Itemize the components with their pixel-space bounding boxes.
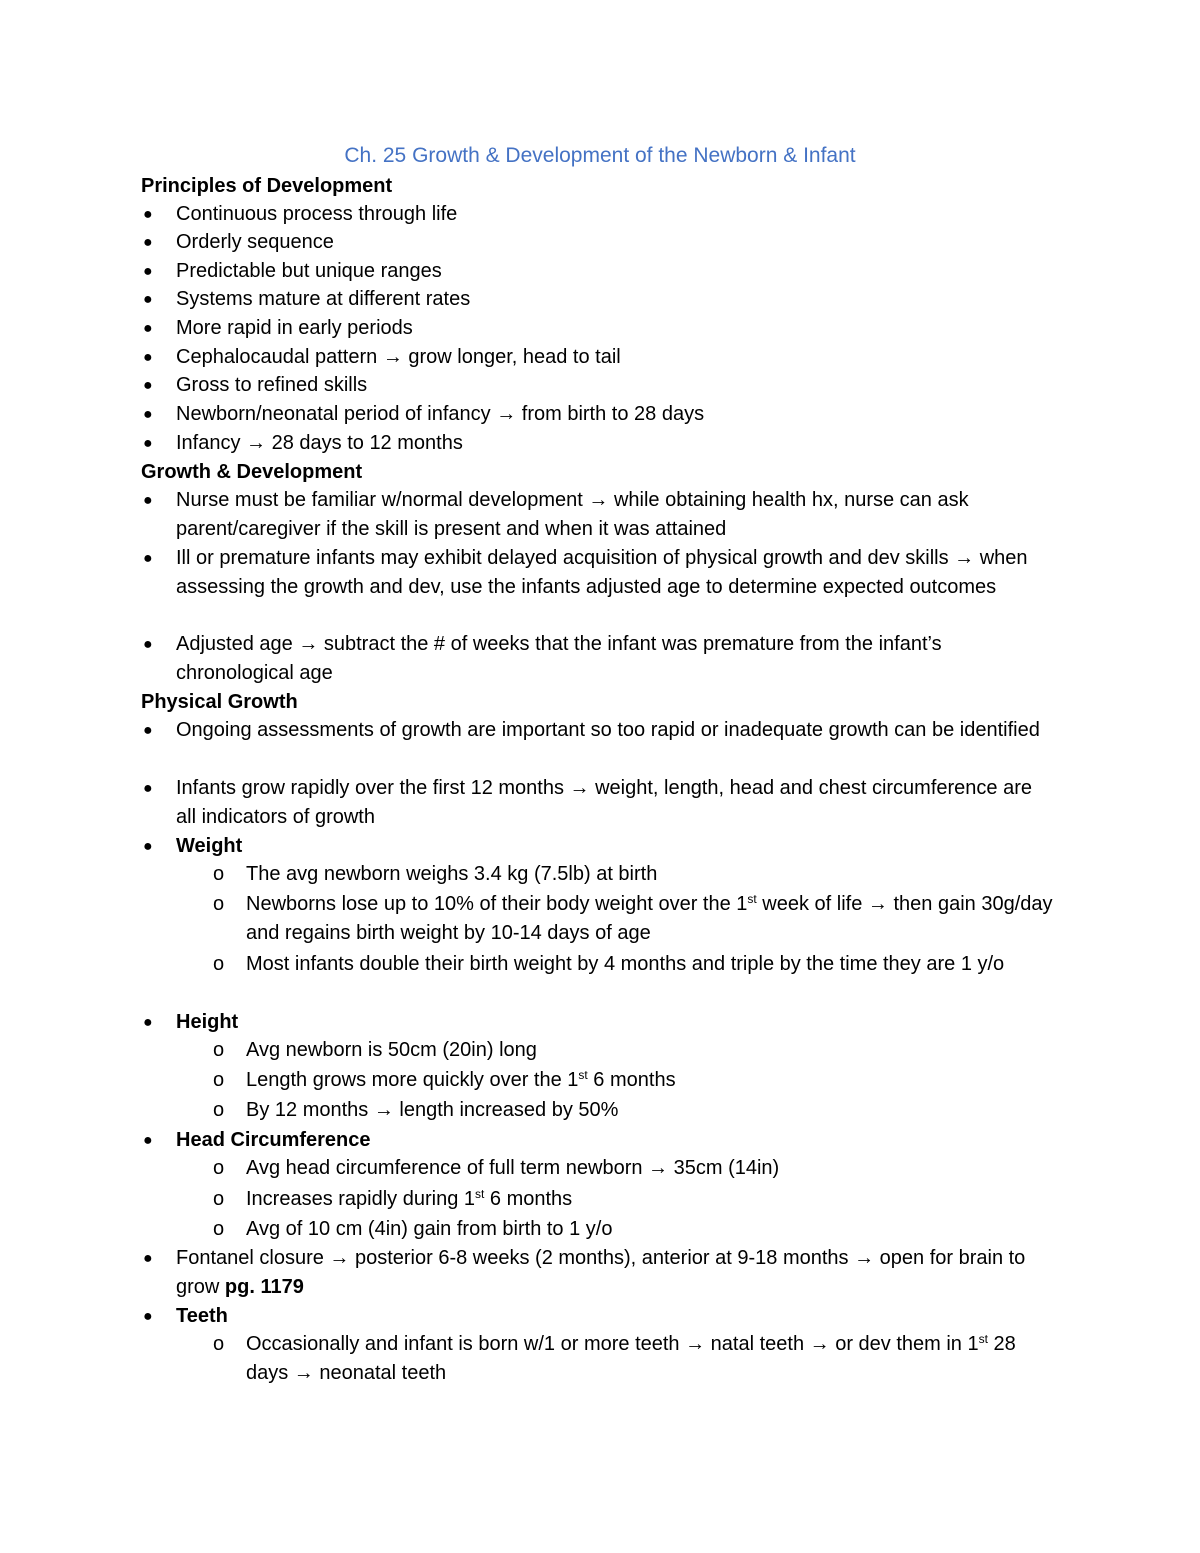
list-item: ● Ongoing assessments of growth are important so too rapid or inadequate growth can be identified (141, 716, 1046, 745)
sub-list-item: o Most infants double their birth weight by 4 months and triple by the time they are 1 y/o (211, 950, 1056, 979)
sub-list-item: o The avg newborn weighs 3.4 kg (7.5lb) at birth (211, 860, 1056, 889)
bullet-icon: ● (143, 722, 153, 739)
list-item: ● Nurse must be familiar w/normal development → while obtaining health hx, nurse can ask parent/caregiver if the skill is present and when it was attained (141, 486, 1046, 545)
section-heading-growth-development: Growth & Development (141, 461, 363, 483)
list-item-weight: ● Weight (141, 832, 1046, 861)
circle-bullet-icon: o (213, 893, 225, 915)
circle-bullet-icon: o (213, 1099, 225, 1121)
sub-list-item: o Length grows more quickly over the 1st 6 months (211, 1066, 1056, 1095)
circle-bullet-icon: o (213, 1188, 225, 1210)
sub-list-item: o Avg head circumference of full term newborn → 35cm (14in) (211, 1154, 1056, 1183)
list-item-head-circumference: ● Head Circumference (141, 1126, 1046, 1155)
section-heading-principles: Principles of Development (141, 175, 393, 197)
bullet-icon: ● (143, 1132, 153, 1149)
bullet-icon: ● (143, 406, 153, 423)
bullet-icon: ● (143, 492, 153, 509)
bullet-icon: ● (143, 377, 153, 394)
bullet-icon: ● (143, 1250, 153, 1267)
bullet-icon: ● (143, 234, 153, 251)
bullet-icon: ● (143, 435, 153, 452)
list-item: ● Adjusted age → subtract the # of weeks that the infant was premature from the infant’s chronological age (141, 630, 1046, 689)
list-item-teeth: ● Teeth (141, 1302, 1046, 1331)
list-item: ● More rapid in early periods (141, 314, 1046, 343)
list-item: ● Orderly sequence (141, 228, 1046, 257)
list-item: ● Continuous process through life (141, 200, 1046, 229)
sub-list-item: o By 12 months → length increased by 50% (211, 1096, 1056, 1125)
list-item: ● Gross to refined skills (141, 371, 1046, 400)
list-item: ● Infants grow rapidly over the first 12 months → weight, length, head and chest circumference are all indicators of growth (141, 774, 1046, 833)
sub-list-item: o Newborns lose up to 10% of their body weight over the 1st week of life → then gain 30g/day and regains birth weight by 10-14 days of age (213, 892, 1053, 945)
list-item: ● Newborn/neonatal period of infancy → from birth to 28 days (141, 400, 1046, 429)
bullet-icon: ● (143, 780, 153, 797)
circle-bullet-icon: o (213, 1333, 225, 1355)
sub-list-item: o Avg of 10 cm (4in) gain from birth to 1 y/o (211, 1215, 1056, 1244)
sub-list-item: o Increases rapidly during 1st 6 months (211, 1185, 1056, 1214)
bullet-icon: ● (143, 550, 153, 567)
bullet-icon: ● (143, 320, 153, 337)
circle-bullet-icon: o (213, 1218, 225, 1240)
bullet-icon: ● (143, 291, 153, 308)
sub-list-item: o Occasionally and infant is born w/1 or more teeth → natal teeth → or dev them in 1st 28 days → neonatal teeth (213, 1332, 1016, 1385)
circle-bullet-icon: o (213, 1157, 225, 1179)
list-item: ● Cephalocaudal pattern → grow longer, head to tail (141, 343, 1046, 372)
circle-bullet-icon: o (213, 1069, 225, 1091)
bullet-icon: ● (143, 1014, 153, 1031)
bullet-icon: ● (143, 1308, 153, 1325)
list-item: ● Infancy → 28 days to 12 months (141, 429, 1046, 458)
bullet-icon: ● (143, 349, 153, 366)
sub-list-item: o Avg newborn is 50cm (20in) long (211, 1036, 1056, 1065)
list-item: ● Systems mature at different rates (141, 285, 1046, 314)
circle-bullet-icon: o (213, 1039, 225, 1061)
list-item: ● Ill or premature infants may exhibit delayed acquisition of physical growth and dev skills → when assessing the growth and dev, use the infants adjusted age to determine expected outcomes (141, 544, 1046, 603)
list-item-fontanel: ● Fontanel closure → posterior 6-8 weeks (2 months), anterior at 9-18 months → open for brain to grow pg. 1179 (141, 1244, 1046, 1303)
circle-bullet-icon: o (213, 863, 225, 885)
bullet-icon: ● (143, 263, 153, 280)
circle-bullet-icon: o (213, 953, 225, 975)
list-item-height: ● Height (141, 1008, 1046, 1037)
bullet-icon: ● (143, 206, 153, 223)
bullet-icon: ● (143, 838, 153, 855)
bullet-icon: ● (143, 636, 153, 653)
document-title: Ch. 25 Growth & Development of the Newborn & Infant (344, 144, 856, 167)
section-heading-physical-growth: Physical Growth (141, 691, 298, 713)
page-reference: pg. 1179 (224, 1276, 304, 1299)
list-item: ● Predictable but unique ranges (141, 257, 1046, 286)
